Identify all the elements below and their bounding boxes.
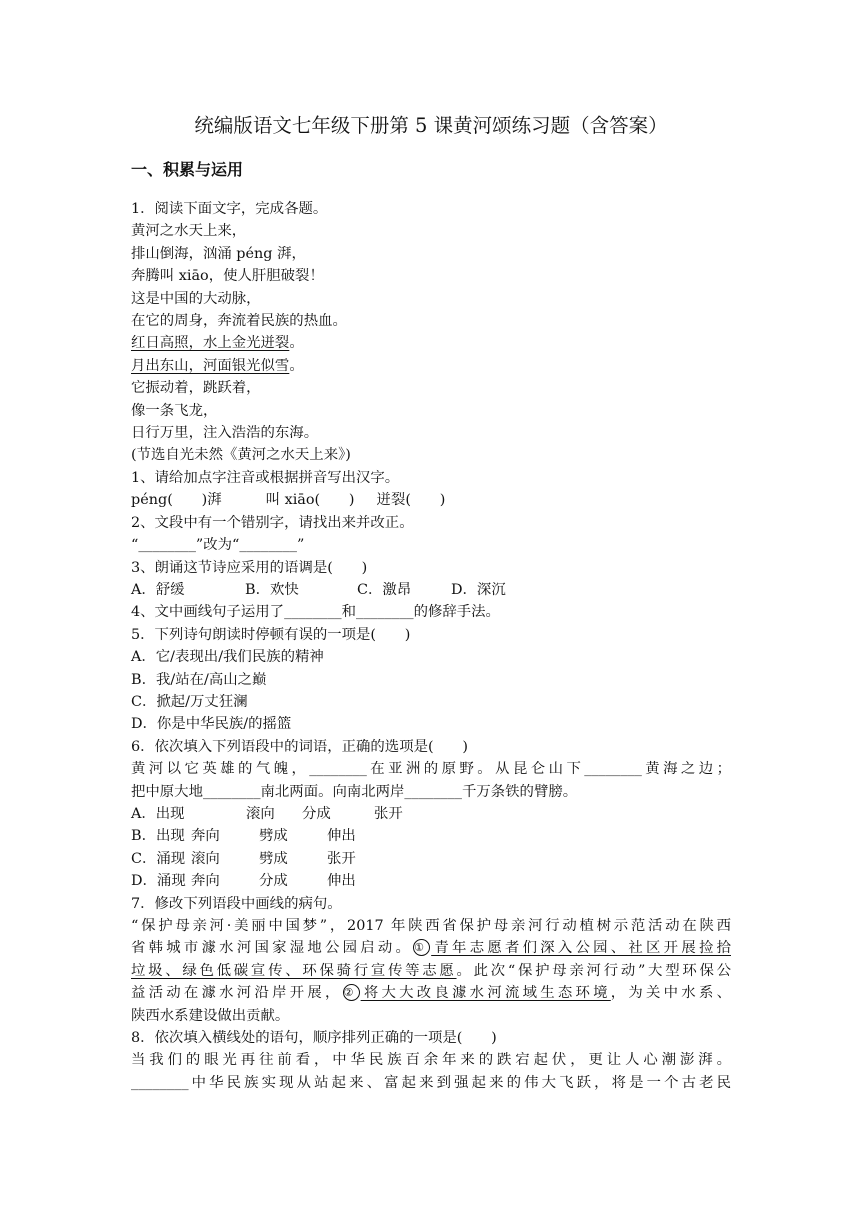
option-c: C．激昂 <box>357 581 412 598</box>
question-7-text: 益活动在澽水河沿岸开展，② 将大大改良澽水河流域生态环境，为关中水系、 <box>131 985 731 1002</box>
option-a: A．出现 滚向 分成 张开 <box>131 805 403 822</box>
sub-question-3-options <box>131 579 731 601</box>
underlined-sentence-2: 月出东山，河面银光似雪 <box>131 357 290 374</box>
poem-line: 这是中国的大动脉， <box>131 290 261 307</box>
underlined-sentence-1: 红日高照，水上金光迸裂 <box>131 335 290 352</box>
sub-question-2-fill: “________”改为“________” <box>131 537 305 554</box>
poem-line: 在它的周身，奔流着民族的热血。 <box>131 313 347 330</box>
option-d: D．涌现 奔向 分成 伸出 <box>131 873 356 890</box>
question-6-prompt: 6．依次填入下列语段中的词语，正确的选项是( ) <box>131 738 468 755</box>
blank-xiao: 叫 xiāo( ) <box>265 492 355 509</box>
option-a: A．它/表现出/我们民族的精神 <box>131 649 324 666</box>
underlined-sick-sentence-2: 将大大改良澽水河流域生态环境 <box>360 985 611 1002</box>
poem-underlined-line: 月出东山，河面银光似雪。 <box>131 357 304 374</box>
circled-number-2: ② <box>343 984 360 1001</box>
poem-line: 像一条飞龙， <box>131 402 218 419</box>
option-b: B．我/站在/高山之巅 <box>131 671 267 688</box>
blank-peng: péng( )湃 <box>131 492 222 509</box>
question-7-text: 垃圾、绿色低碳宣传、环保骑行宣传等志愿。此次“保护母亲河行动”大型环保公 <box>131 962 731 979</box>
option-b: B．欢快 <box>245 581 299 598</box>
poem-line: 排山倒海，汹涌 péng 湃， <box>131 245 306 262</box>
sub-question-1: 1、请给加点字注音或根据拼音写出汉字。 <box>131 469 400 486</box>
poem-source: (节选自光未然《黄河之水天上来》) <box>131 447 351 464</box>
option-c: C．掀起/万丈狂澜 <box>131 693 248 710</box>
sub-question-2: 2、文段中有一个错别字，请找出来并改正。 <box>131 514 414 531</box>
section-heading: 一、积累与运用 <box>131 160 244 179</box>
underlined-sick-sentence-1: 青年志愿者们深入公园、社区开展捡拾 <box>431 940 731 957</box>
underlined-sick-sentence-1-cont: 垃圾、绿色低碳宣传、环保骑行宣传等志愿 <box>131 962 457 979</box>
document-title: 统编版语文七年级下册第 5 课黄河颂练习题（含答案） <box>194 114 668 137</box>
sub-question-5: 5．下列诗句朗读时停顿有误的一项是( ) <box>131 626 411 643</box>
document-page <box>131 112 731 1094</box>
option-c: C．涌现 滚向 劈成 张开 <box>131 850 356 867</box>
option-d: D．深沉 <box>451 581 506 598</box>
option-d: D．你是中华民族/的摇篮 <box>131 716 292 733</box>
blank-bengle: 迸裂( ) <box>376 492 446 509</box>
question-7-text: 省韩城市澽水河国家湿地公园启动。① 青年志愿者们深入公园、社区开展捡拾 <box>131 940 731 957</box>
poem-underlined-line: 红日高照，水上金光迸裂。 <box>131 335 304 352</box>
question-8-prompt: 8．依次填入横线处的语句，顺序排列正确的一项是( ) <box>131 1030 497 1047</box>
sub-question-1-blanks <box>131 489 731 511</box>
poem-line: 奔腾叫 xiāo，使人肝胆破裂！ <box>131 268 324 285</box>
poem-line: 日行万里，注入浩浩的东海。 <box>131 425 319 442</box>
question-7-prompt: 7．修改下列语段中画线的病句。 <box>131 895 342 912</box>
question-8-text: ________中华民族实现从站起来、富起来到强起来的伟大飞跃，将是一个古老民 <box>131 1074 731 1091</box>
circled-number-1: ① <box>413 939 430 956</box>
question-6-text: 把中原大地________南北两面。向南北两岸________千万条铁的臂膀。 <box>131 783 578 800</box>
question-8-text: 当我们的眼光再往前看，中华民族百余年来的跌宕起伏，更让人心潮澎湃。 <box>131 1052 731 1069</box>
poem-line: 黄河之水天上来， <box>131 223 247 240</box>
option-a: A．舒缓 <box>131 581 185 598</box>
option-b: B．出现 奔向 劈成 伸出 <box>131 828 356 845</box>
question-6-text: 黄河以它英雄的气魄，________在亚洲的原野。从昆仑山下________黄海之边； <box>131 761 731 778</box>
poem-line: 它振动着，跳跃着， <box>131 380 261 397</box>
sub-question-3: 3、朗诵这节诗应采用的语调是( ) <box>131 559 368 576</box>
question-7-text: 陕西水系建设做出贡献。 <box>131 1007 290 1024</box>
sub-question-4: 4、文中画线句子运用了________和________的修辞手法。 <box>131 604 500 621</box>
question-7-text: “保护母亲河·美丽中国梦”，2017 年陕西省保护母亲河行动植树示范活动在陕西 <box>131 918 731 934</box>
question-1-prompt: 1．阅读下面文字，完成各题。 <box>131 201 328 217</box>
